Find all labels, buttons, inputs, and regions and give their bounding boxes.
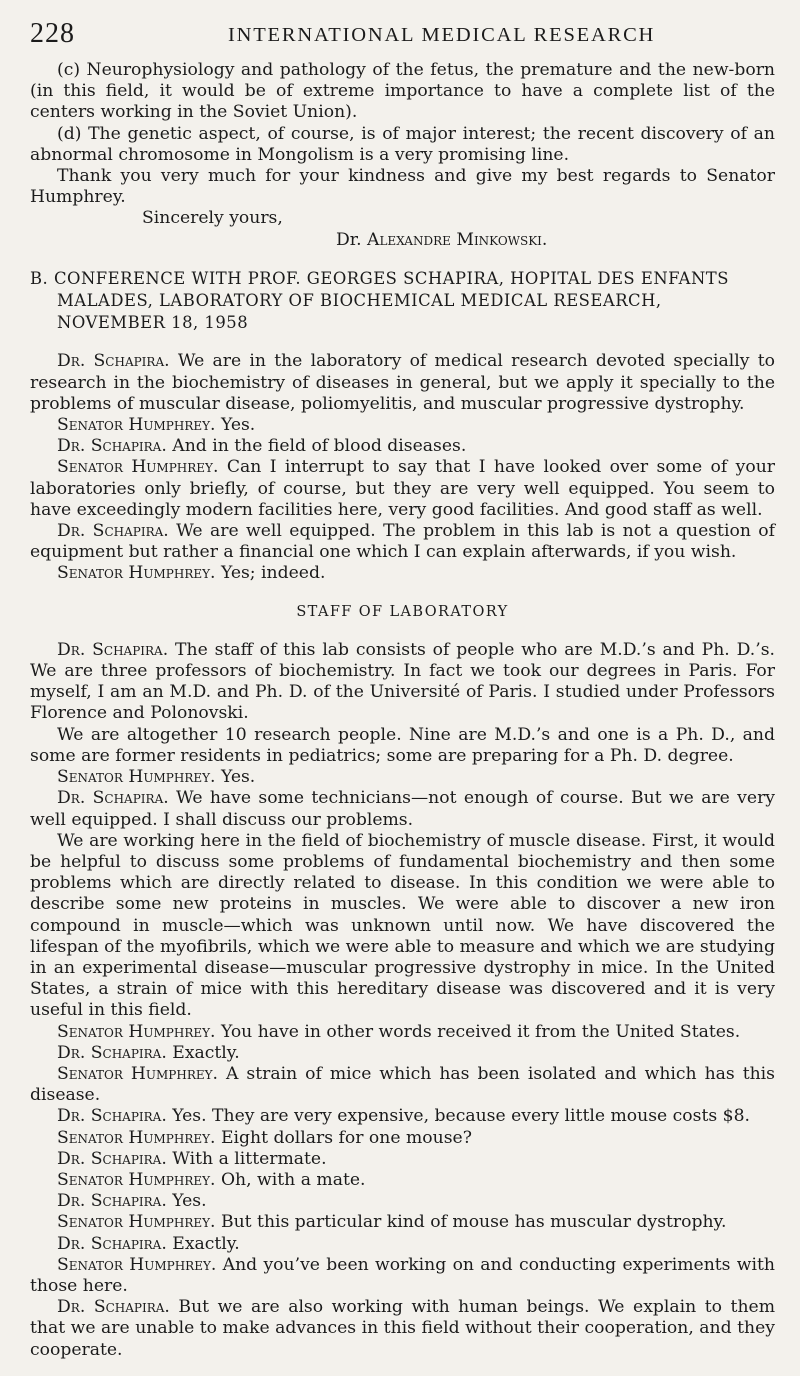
paragraph: Senator Humphrey. Eight dollars for one mouse? bbox=[57, 1127, 472, 1148]
paragraph: Senator Humphrey. But this particular kind of mouse has muscular dystrophy. bbox=[57, 1212, 727, 1233]
spacer bbox=[30, 623, 775, 640]
document-body bbox=[30, 60, 775, 1361]
speaker: Dr. Schapira. bbox=[57, 1297, 170, 1318]
paragraph: Senator Humphrey. Can I interrupt to say that I have looked over some of your laboratories only briefly, of course, but they are very well equipped. You seem to have exceedingly modern facilities here, very good facilities. And good staff as well. bbox=[30, 457, 775, 520]
speaker: Dr. Schapira. bbox=[57, 436, 167, 457]
paragraph: Dr. Schapira. We are well equipped. The problem in this lab is not a question of equipment but rather a financial one which I can explain afterwards, if you wish. bbox=[30, 521, 775, 563]
paragraph: Dr. Schapira. And in the field of blood diseases. bbox=[57, 436, 467, 457]
speaker: Senator Humphrey. bbox=[57, 767, 216, 788]
paragraph: Senator Humphrey. Yes; indeed. bbox=[57, 563, 326, 584]
letter-closing: Sincerely yours, bbox=[142, 208, 283, 229]
speaker: Senator Humphrey. bbox=[57, 563, 216, 584]
paragraph: Dr. Schapira. With a littermate. bbox=[57, 1148, 327, 1169]
paragraph: Senator Humphrey. Yes. bbox=[57, 415, 256, 436]
page-header bbox=[30, 18, 780, 52]
speaker: Dr. Schapira. bbox=[57, 639, 169, 660]
speaker: Dr. Schapira. bbox=[57, 1191, 167, 1212]
running-head: INTERNATIONAL MEDICAL RESEARCH bbox=[228, 24, 656, 46]
speaker: Senator Humphrey. bbox=[57, 415, 216, 436]
paragraph: Dr. Schapira. Exactly. bbox=[57, 1042, 240, 1063]
letter-signature bbox=[336, 230, 775, 251]
speaker: Senator Humphrey. bbox=[57, 1254, 217, 1275]
spacer bbox=[30, 334, 775, 351]
paragraph: Dr. Schapira. The staff of this lab consists of people who are M.D.’s and Ph. D.’s. We are three professors of biochemistry. In fact we took our degrees in Paris. For myself, I am an M.D. and Ph. D. of the Université of Paris. I studied under Professors Florence and Polonovski. bbox=[30, 639, 775, 724]
speaker: Dr. Schapira. bbox=[57, 521, 169, 542]
signature-title: Dr. bbox=[336, 229, 368, 250]
paragraph: Senator Humphrey. You have in other words received it from the United States. bbox=[57, 1021, 741, 1042]
paragraph: Senator Humphrey. Yes. bbox=[57, 767, 256, 788]
paragraph: Senator Humphrey. A strain of mice which has been isolated and which has this disease. bbox=[30, 1063, 775, 1106]
paragraph: Senator Humphrey. Oh, with a mate. bbox=[57, 1169, 366, 1190]
paragraph: Senator Humphrey. And you’ve been working on and conducting experiments with those here. bbox=[30, 1254, 775, 1296]
paragraph: (d) The genetic aspect, of course, is of major interest; the recent discovery of an abnormal chromosome in Mongolism is a very promising line. bbox=[30, 123, 775, 165]
paragraph: (c) Neurophysiology and pathology of the fetus, the premature and the new-born (in this field, it would be of extreme importance to have a complete list of the centers working in the Soviet Union). bbox=[30, 60, 775, 123]
speaker: Senator Humphrey. bbox=[57, 1212, 216, 1233]
paragraph: Dr. Schapira. Yes. They are very expensive, because every little mouse costs $8. bbox=[57, 1106, 750, 1127]
subheading: STAFF OF LABORATORY bbox=[296, 603, 509, 620]
speaker: Dr. Schapira. bbox=[57, 1042, 167, 1063]
paragraph: Dr. Schapira. We are in the laboratory of medical research devoted specially to research in the biochemistry of diseases in general, but we apply it specially to the problems of muscular disease, poliomyelitis, and muscular progressive dystrophy. bbox=[30, 351, 775, 414]
speaker: Dr. Schapira. bbox=[57, 1148, 167, 1169]
paragraph: Dr. Schapira. But we are also working with human beings. We explain to them that we are unable to make advances in this field without their cooperation, and they cooperate. bbox=[30, 1297, 775, 1360]
paragraph: Dr. Schapira. Exactly. bbox=[57, 1233, 240, 1254]
speaker: Senator Humphrey. bbox=[57, 457, 219, 478]
speaker: Dr. Schapira. bbox=[57, 788, 169, 809]
section-heading: B. CONFERENCE WITH PROF. GEORGES SCHAPIRA, HOPITAL DES ENFANTS MALADES, LABORATORY OF BIOCHEMICAL MEDICAL RESEARCH, NOVEMBER 18, 1958 bbox=[30, 268, 729, 333]
speaker: Senator Humphrey. bbox=[57, 1169, 216, 1190]
spacer bbox=[30, 585, 775, 602]
paragraph: Thank you very much for your kindness and give my best regards to Senator Humphrey. bbox=[30, 166, 775, 208]
paragraph: Dr. Schapira. Yes. bbox=[57, 1191, 207, 1212]
spacer bbox=[30, 251, 775, 268]
speaker: Senator Humphrey. bbox=[57, 1021, 216, 1042]
page-number: 228 bbox=[30, 18, 75, 49]
signature-name: Alexandre Minkowski. bbox=[367, 229, 548, 250]
speaker: Dr. Schapira. bbox=[57, 1233, 167, 1254]
speaker: Senator Humphrey. bbox=[57, 1127, 216, 1148]
paragraph: Dr. Schapira. We have some technicians—not enough of course. But we are very well equipped. I shall discuss our problems. bbox=[30, 788, 775, 830]
speaker: Dr. Schapira. bbox=[57, 1106, 167, 1127]
speaker: Senator Humphrey. bbox=[57, 1063, 219, 1084]
paragraph: We are working here in the field of biochemistry of muscle disease. First, it would be helpful to discuss some problems of fundamental biochemistry and then some problems which are directly related to disease. In this condition we were able to describe some new proteins in muscles. We were able to discover a new iron compound in muscle—which was unknown until now. We have discovered the lifespan of the myofibrils, which we were able to measure and which we are studying in an experimental disease—muscular progressive dystrophy in mice. In the United States, a strain of mice with this hereditary disease was discovered and it is very useful in this field. bbox=[30, 830, 775, 1021]
paragraph: We are altogether 10 research people. Nine are M.D.’s and one is a Ph. D., and some are former residents in pediatrics; some are preparing for a Ph. D. degree. bbox=[30, 724, 775, 766]
speaker: Dr. Schapira. bbox=[57, 351, 170, 372]
